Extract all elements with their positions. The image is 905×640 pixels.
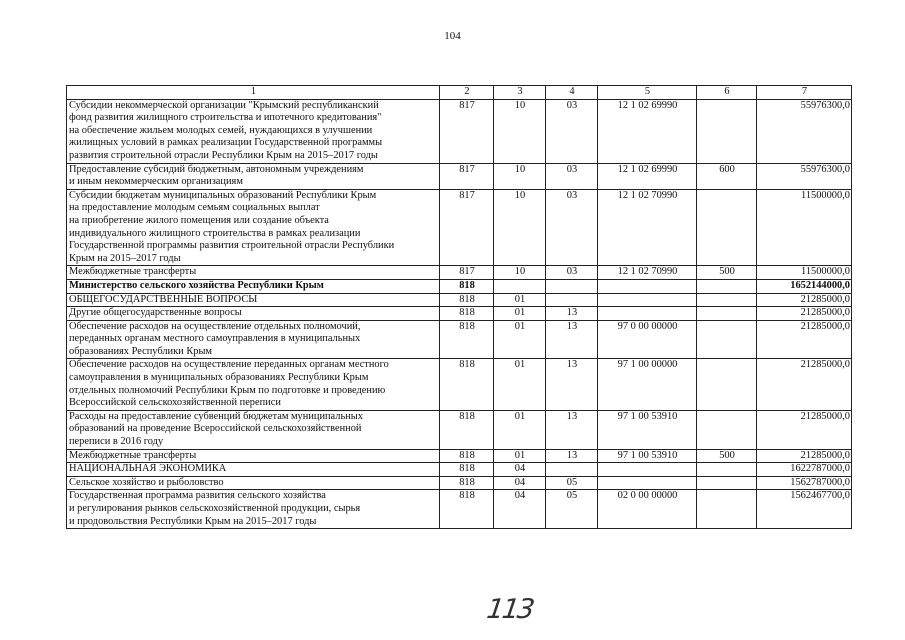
page-number: 104 [444, 30, 461, 42]
subsection-code-cell [546, 293, 598, 307]
expense-name-cell [67, 307, 440, 321]
expense-name-line: Всероссийской сельскохозяйственной переписи [69, 397, 281, 409]
ministry-code-cell: 817 [440, 99, 494, 163]
section-code-cell [494, 279, 546, 293]
expense-name-line: Субсидии бюджетам муниципальных образований Республики Крым [69, 189, 377, 201]
budget-table-body [67, 99, 852, 529]
expense-name-line: и продовольствия Республики Крым на 2015–2017 годы [69, 515, 317, 527]
ministry-code-cell: 818 [440, 293, 494, 307]
table-row [67, 266, 852, 280]
section-code-cell: 04 [494, 490, 546, 529]
amount-cell: 55976300,0 [757, 99, 852, 163]
header-cell: 4 [546, 86, 598, 100]
subsection-code-cell: 13 [546, 410, 598, 449]
amount-cell: 21285000,0 [757, 410, 852, 449]
subsection-code-cell [546, 279, 598, 293]
expense-name-cell [67, 359, 440, 410]
ministry-code-cell: 818 [440, 279, 494, 293]
expense-name-line: образованиях Республики Крым [69, 345, 213, 357]
amount-cell: 1562787000,0 [757, 476, 852, 490]
expense-name-line: Министерство сельского хозяйства Республики Крым [69, 279, 324, 291]
header-cell: 3 [494, 86, 546, 100]
expense-type-cell: 500 [697, 449, 757, 463]
amount-cell: 21285000,0 [757, 359, 852, 410]
ministry-code-cell: 818 [440, 476, 494, 490]
target-article-cell: 12 1 02 70990 [598, 189, 697, 266]
ministry-code-cell: 818 [440, 307, 494, 321]
target-article-cell [598, 307, 697, 321]
expense-type-cell: 500 [697, 266, 757, 280]
amount-cell: 21285000,0 [757, 449, 852, 463]
expense-name-line: Другие общегосударственные вопросы [69, 307, 242, 319]
expense-name-line: НАЦИОНАЛЬНАЯ ЭКОНОМИКА [69, 463, 227, 475]
section-code-cell: 01 [494, 449, 546, 463]
expense-name-line: Государственной программы развития строительной отрасли Республики [69, 240, 395, 252]
expense-name-line: Обеспечение расходов на осуществление переданных органам местного [69, 359, 389, 371]
target-article-cell: 12 1 02 69990 [598, 163, 697, 189]
subsection-code-cell: 13 [546, 359, 598, 410]
expense-name-line: индивидуального жилищного строительства в рамках реализации [69, 227, 361, 239]
table-row [67, 449, 852, 463]
expense-type-cell [697, 410, 757, 449]
section-code-cell: 04 [494, 476, 546, 490]
expense-name-line: Субсидии некоммерческой организации "Крымский республиканский [69, 99, 379, 111]
header-cell: 6 [697, 86, 757, 100]
table-row [67, 410, 852, 449]
table-row [67, 307, 852, 321]
expense-name-cell [67, 279, 440, 293]
expense-type-cell [697, 99, 757, 163]
expense-name-line: на предоставление молодым семьям социальных выплат [69, 202, 320, 214]
expense-name-cell [67, 463, 440, 477]
header-cell: 5 [598, 86, 697, 100]
expense-name-line: отдельных полномочий Республики Крым по подготовке и проведению [69, 384, 386, 396]
ministry-code-cell: 817 [440, 266, 494, 280]
expense-type-cell [697, 476, 757, 490]
expense-name-line: фонд развития жилищного строительства и ипотечного кредитования" [69, 112, 382, 124]
subsection-code-cell: 03 [546, 266, 598, 280]
handwritten-page-number: 113 [484, 594, 535, 625]
ministry-code-cell: 818 [440, 449, 494, 463]
ministry-code-cell: 818 [440, 320, 494, 359]
target-article-cell: 97 0 00 00000 [598, 320, 697, 359]
budget-table [66, 85, 852, 529]
section-code-cell: 10 [494, 189, 546, 266]
expense-name-line: жилищных условий в рамках реализации Государственной программы [69, 137, 383, 149]
expense-type-cell [697, 359, 757, 410]
table-row [67, 463, 852, 477]
expense-name-line: Предоставление субсидий бюджетным, автономным учреждениям [69, 163, 364, 175]
expense-name-cell [67, 449, 440, 463]
section-code-cell: 01 [494, 293, 546, 307]
ministry-code-cell: 818 [440, 410, 494, 449]
table-row [67, 293, 852, 307]
section-code-cell: 01 [494, 320, 546, 359]
section-code-cell: 04 [494, 463, 546, 477]
expense-name-line: переписи в 2016 году [69, 436, 164, 448]
expense-name-line: на обеспечение жильем молодых семей, нуждающихся в улучшении [69, 124, 373, 136]
expense-type-cell [697, 320, 757, 359]
expense-type-cell [697, 189, 757, 266]
target-article-cell: 97 1 00 53910 [598, 449, 697, 463]
subsection-code-cell: 03 [546, 99, 598, 163]
target-article-cell: 02 0 00 00000 [598, 490, 697, 529]
header-cell: 1 [67, 86, 440, 100]
expense-name-cell [67, 189, 440, 266]
section-code-cell: 10 [494, 163, 546, 189]
target-article-cell: 12 1 02 70990 [598, 266, 697, 280]
expense-name-cell [67, 99, 440, 163]
expense-name-line: ОБЩЕГОСУДАРСТВЕННЫЕ ВОПРОСЫ [69, 293, 258, 305]
ministry-code-cell: 817 [440, 189, 494, 266]
expense-name-cell [67, 320, 440, 359]
expense-name-line: образований на проведение Всероссийской сельскохозяйственной [69, 423, 362, 435]
ministry-code-cell: 818 [440, 463, 494, 477]
amount-cell: 1652144000,0 [757, 279, 852, 293]
expense-name-line: и регулирования рынков сельскохозяйственной продукции, сырья [69, 503, 361, 514]
expense-name-line: на приобретение жилого помещения или создание объекта [69, 214, 329, 226]
section-code-cell: 10 [494, 99, 546, 163]
expense-name-cell [67, 266, 440, 280]
expense-name-line: Межбюджетные трансферты [69, 266, 197, 278]
subsection-code-cell: 05 [546, 490, 598, 529]
expense-name-cell [67, 293, 440, 307]
subsection-code-cell: 13 [546, 449, 598, 463]
table-row [67, 163, 852, 189]
subsection-code-cell: 05 [546, 476, 598, 490]
target-article-cell [598, 293, 697, 307]
amount-cell: 11500000,0 [757, 189, 852, 266]
target-article-cell [598, 476, 697, 490]
table-row [67, 189, 852, 266]
amount-cell: 1562467700,0 [757, 490, 852, 529]
table-row [67, 490, 852, 529]
expense-name-line: Расходы на предоставление субвенций бюджетам муниципальных [69, 410, 363, 422]
expense-type-cell [697, 293, 757, 307]
table-row [67, 359, 852, 410]
expense-name-line: Государственная программа развития сельского хозяйства [69, 490, 326, 502]
table-row [67, 99, 852, 163]
amount-cell: 55976300,0 [757, 163, 852, 189]
target-article-cell [598, 279, 697, 293]
expense-name-line: Обеспечение расходов на осуществление отдельных полномочий, [69, 320, 361, 332]
expense-type-cell [697, 463, 757, 477]
table-row [67, 279, 852, 293]
expense-name-line: развития строительной отрасли Республики Крым на 2015–2017 годы [69, 149, 378, 161]
expense-name-line: самоуправления в муниципальных образованиях Республики Крым [69, 372, 369, 384]
table-row [67, 320, 852, 359]
section-code-cell: 01 [494, 307, 546, 321]
subsection-code-cell: 03 [546, 163, 598, 189]
section-code-cell: 10 [494, 266, 546, 280]
table-row [67, 476, 852, 490]
ministry-code-cell: 817 [440, 163, 494, 189]
expense-type-cell: 600 [697, 163, 757, 189]
section-code-cell: 01 [494, 359, 546, 410]
expense-type-cell [697, 307, 757, 321]
target-article-cell: 12 1 02 69990 [598, 99, 697, 163]
expense-name-line: Межбюджетные трансферты [69, 449, 197, 461]
expense-name-cell [67, 476, 440, 490]
expense-name-cell [67, 490, 440, 529]
header-cell: 2 [440, 86, 494, 100]
amount-cell: 1622787000,0 [757, 463, 852, 477]
amount-cell: 21285000,0 [757, 307, 852, 321]
amount-cell: 21285000,0 [757, 320, 852, 359]
target-article-cell: 97 1 00 53910 [598, 410, 697, 449]
expense-name-line: Крым на 2015–2017 годы [69, 252, 181, 264]
subsection-code-cell: 13 [546, 307, 598, 321]
ministry-code-cell: 818 [440, 359, 494, 410]
target-article-cell [598, 463, 697, 477]
subsection-code-cell: 03 [546, 189, 598, 266]
expense-type-cell [697, 490, 757, 529]
subsection-code-cell: 13 [546, 320, 598, 359]
expense-name-line: переданных органам местного самоуправления в муниципальных [69, 333, 361, 345]
expense-name-cell [67, 163, 440, 189]
section-code-cell: 01 [494, 410, 546, 449]
expense-name-line: и иным некоммерческим организациям [69, 176, 243, 188]
header-cell: 7 [757, 86, 852, 100]
expense-type-cell [697, 279, 757, 293]
target-article-cell: 97 1 00 00000 [598, 359, 697, 410]
ministry-code-cell: 818 [440, 490, 494, 529]
header-row [67, 86, 852, 100]
expense-name-cell [67, 410, 440, 449]
expense-name-line: Сельское хозяйство и рыболовство [69, 476, 224, 488]
amount-cell: 11500000,0 [757, 266, 852, 280]
subsection-code-cell [546, 463, 598, 477]
amount-cell: 21285000,0 [757, 293, 852, 307]
